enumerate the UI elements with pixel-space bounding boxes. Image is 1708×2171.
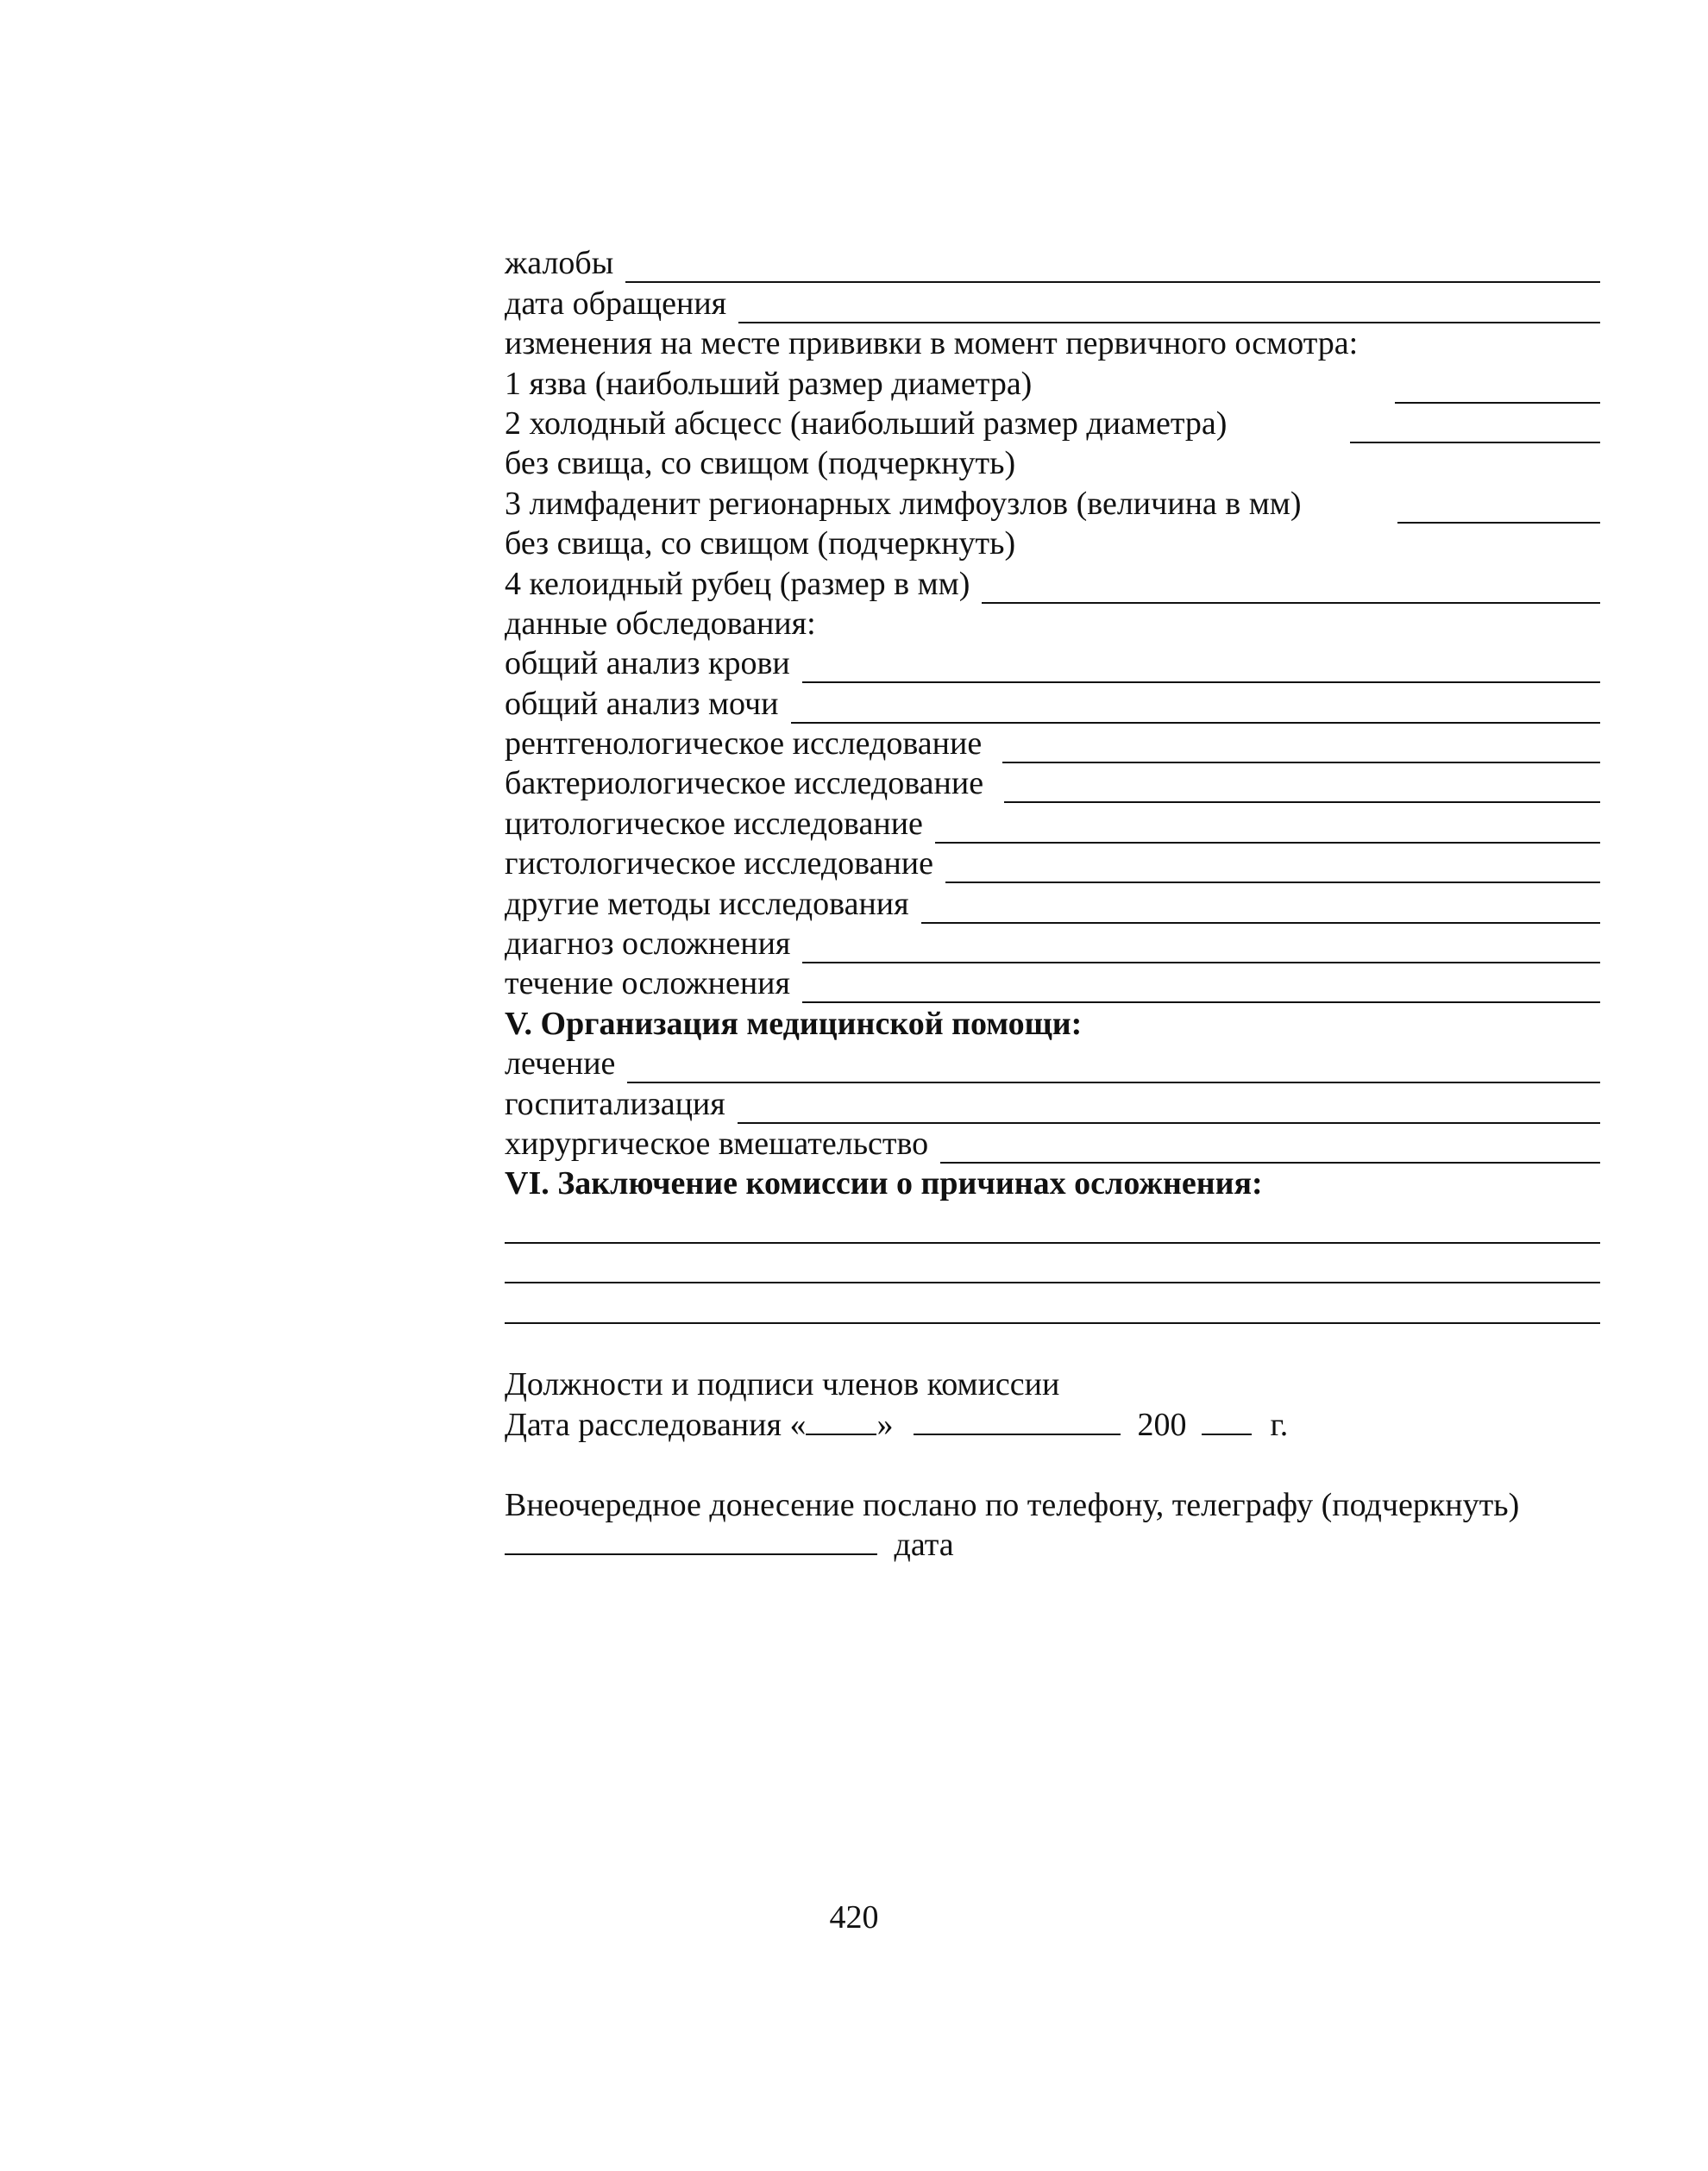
year-prefix: 200 — [1137, 1407, 1187, 1443]
complaints-row — [505, 243, 1600, 283]
visit-date-row — [505, 283, 1600, 323]
exam-data-heading: данные обследования: — [505, 605, 816, 642]
cyto-field[interactable] — [935, 816, 1600, 844]
fistula-row-1: без свища, со свищом (подчеркнуть) — [505, 445, 1016, 482]
report-date-field[interactable] — [505, 1528, 877, 1555]
blood-field[interactable] — [802, 656, 1600, 683]
cold-abscess-field[interactable] — [1350, 416, 1600, 443]
xray-row — [505, 724, 1600, 763]
changes-heading: изменения на месте прививки в момент первичного осмотра: — [505, 325, 1359, 362]
histo-label: гистологическое исследование — [505, 845, 934, 882]
bacterio-label: бактериологическое исследование — [505, 765, 984, 802]
bacterio-row — [505, 763, 1600, 803]
conclusion-line-1[interactable] — [505, 1203, 1600, 1243]
conclusion-line-3[interactable] — [505, 1283, 1600, 1323]
ulcer-field[interactable] — [1395, 376, 1600, 404]
blood-row — [505, 643, 1600, 683]
investigation-date-label: Дата расследования « — [505, 1407, 807, 1443]
course-label: течение осложнения — [505, 965, 790, 1002]
other-methods-field[interactable] — [921, 896, 1600, 924]
treatment-row — [505, 1044, 1600, 1083]
urine-label: общий анализ мочи — [505, 685, 779, 722]
urine-field[interactable] — [791, 696, 1601, 724]
cold-abscess-label: 2 холодный абсцесс (наибольший размер диаметра) — [505, 405, 1228, 442]
lymphadenitis-field[interactable] — [1397, 496, 1600, 524]
diagnosis-label: диагноз осложнения — [505, 925, 791, 963]
ulcer-row — [505, 363, 1600, 403]
hospital-row — [505, 1083, 1600, 1123]
investigation-date-row — [505, 1405, 1288, 1445]
keloid-field[interactable] — [982, 576, 1600, 604]
hospital-field[interactable] — [738, 1096, 1600, 1124]
course-field[interactable] — [802, 976, 1600, 1003]
report-text: Внеочередное донесение послано по телефону, телеграфу (подчеркнуть) — [505, 1487, 1520, 1523]
surgery-row — [505, 1124, 1600, 1164]
visit-date-label: дата обращения — [505, 285, 727, 322]
urine-row — [505, 683, 1600, 723]
year-field[interactable] — [1202, 1408, 1252, 1435]
blood-label: общий анализ крови — [505, 645, 790, 682]
other-methods-label: другие методы исследования — [505, 885, 909, 922]
course-row — [505, 963, 1600, 1003]
year-suffix: г. — [1270, 1407, 1289, 1443]
diagnosis-row — [505, 924, 1600, 963]
surgery-field[interactable] — [940, 1136, 1600, 1164]
keloid-row — [505, 563, 1600, 603]
month-field[interactable] — [914, 1408, 1121, 1435]
other-methods-row — [505, 883, 1600, 923]
cyto-label: цитологическое исследование — [505, 805, 923, 842]
treatment-label: лечение — [505, 1045, 616, 1082]
cold-abscess-row — [505, 404, 1600, 443]
section-6-heading: VI. Заключение комиссии о причинах осложнения: — [505, 1165, 1263, 1202]
histo-row — [505, 844, 1600, 883]
visit-date-field[interactable] — [738, 296, 1600, 323]
ulcer-label: 1 язва (наибольший размер диаметра) — [505, 365, 1033, 402]
lymphadenitis-label: 3 лимфаденит регионарных лимфоузлов (величина в мм) — [505, 485, 1302, 522]
fistula-row-2: без свища, со свищом (подчеркнуть) — [505, 525, 1016, 562]
report-date-label: дата — [894, 1527, 954, 1563]
cyto-row — [505, 803, 1600, 843]
histo-field[interactable] — [945, 856, 1600, 883]
xray-label: рентгенологическое исследование — [505, 725, 983, 762]
hospital-label: госпитализация — [505, 1085, 725, 1122]
surgery-label: хирургическое вмешательство — [505, 1125, 929, 1162]
treatment-field[interactable] — [627, 1056, 1600, 1083]
commission-members-text: Должности и подписи членов комиссии — [505, 1366, 1060, 1402]
diagnosis-field[interactable] — [802, 936, 1600, 963]
page-number: 420 — [829, 1899, 879, 1936]
complaints-field[interactable] — [625, 255, 1600, 283]
section-5-heading: V. Организация медицинской помощи: — [505, 1005, 1083, 1042]
day-field[interactable] — [806, 1408, 876, 1435]
keloid-label: 4 келоидный рубец (размер в мм) — [505, 565, 970, 602]
xray-field[interactable] — [1002, 736, 1600, 763]
form-body — [505, 243, 1600, 1563]
lymphadenitis-row — [505, 483, 1600, 523]
conclusion-line-2[interactable] — [505, 1244, 1600, 1283]
complaints-label: жалобы — [505, 245, 614, 282]
report-date-row — [505, 1525, 954, 1565]
quote-close: » — [876, 1407, 894, 1443]
bacterio-field[interactable] — [1004, 775, 1600, 803]
